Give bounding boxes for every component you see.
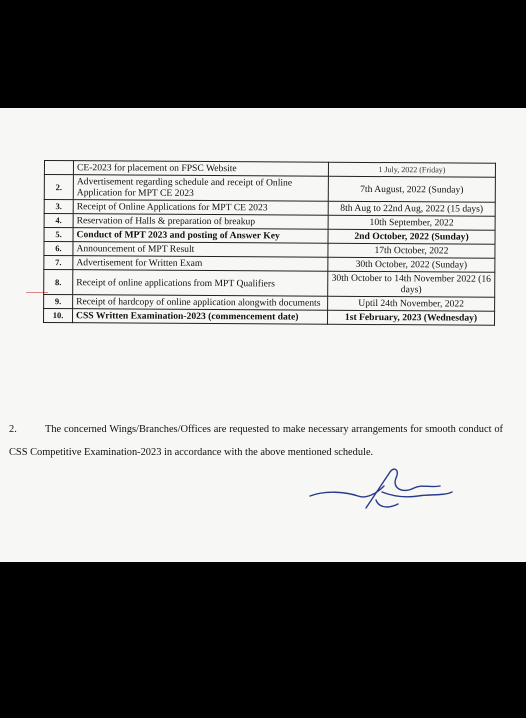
activity-cell: Receipt of Online Applications for MPT CE 2023 <box>73 200 328 216</box>
activity-cell: CE-2023 for placement on FPSC Website <box>73 161 328 177</box>
activity-cell: Reservation of Halls & preparation of breakup <box>73 214 328 230</box>
document-page <box>0 108 526 562</box>
row-number: 9. <box>44 295 73 309</box>
row-number: 7. <box>44 256 73 270</box>
date-cell: 30th October to 14th November 2022 (16 days) <box>328 271 495 297</box>
instruction-paragraph <box>9 418 503 464</box>
activity-cell: Advertisement for Written Exam <box>73 256 328 272</box>
schedule-row <box>44 270 495 298</box>
date-cell: 1st February, 2023 (Wednesday) <box>328 310 495 325</box>
date-cell: 1 July, 2022 (Friday) <box>328 162 495 177</box>
date-cell: 10th September, 2022 <box>328 215 495 230</box>
schedule-row <box>44 309 495 326</box>
row-number: 2. <box>44 175 73 200</box>
paragraph-number: 2. <box>9 424 17 435</box>
date-cell: 30th October, 2022 (Sunday) <box>328 257 495 272</box>
date-cell: 17th October, 2022 <box>328 243 495 258</box>
date-cell: Uptil 24th November, 2022 <box>328 296 495 311</box>
row-number: 8. <box>44 270 73 295</box>
row-number <box>44 161 73 175</box>
activity-cell: Announcement of MPT Result <box>73 242 328 258</box>
activity-cell: Receipt of hardcopy of online application alongwith documents <box>73 295 328 311</box>
row-number: 6. <box>44 242 73 256</box>
activity-cell: CSS Written Examination-2023 (commencement date) <box>73 309 328 325</box>
row-number: 3. <box>44 200 73 214</box>
schedule-table-body <box>44 161 496 326</box>
date-cell: 8th Aug to 22nd Aug, 2022 (15 days) <box>328 201 495 216</box>
activity-cell: Advertisement regarding schedule and receipt of Online Application for MPT CE 2023 <box>73 175 328 202</box>
row-number: 10. <box>44 309 73 323</box>
schedule-row <box>44 175 495 203</box>
signature-image <box>306 466 456 516</box>
paragraph-text: The concerned Wings/Branches/Offices are requested to make necessary arrangements for smooth conduct of CSS Competitive Examination-2023 in accordance with the above mentioned schedule. <box>9 424 503 458</box>
activity-cell: Receipt of online applications from MPT Qualifiers <box>73 270 328 297</box>
row-number: 4. <box>44 214 73 228</box>
row-number: 5. <box>44 228 73 242</box>
activity-cell: Conduct of MPT 2023 and posting of Answer Key <box>73 228 328 244</box>
date-cell: 7th August, 2022 (Sunday) <box>328 176 495 202</box>
schedule-table <box>43 160 496 326</box>
date-cell: 2nd October, 2022 (Sunday) <box>328 229 495 244</box>
